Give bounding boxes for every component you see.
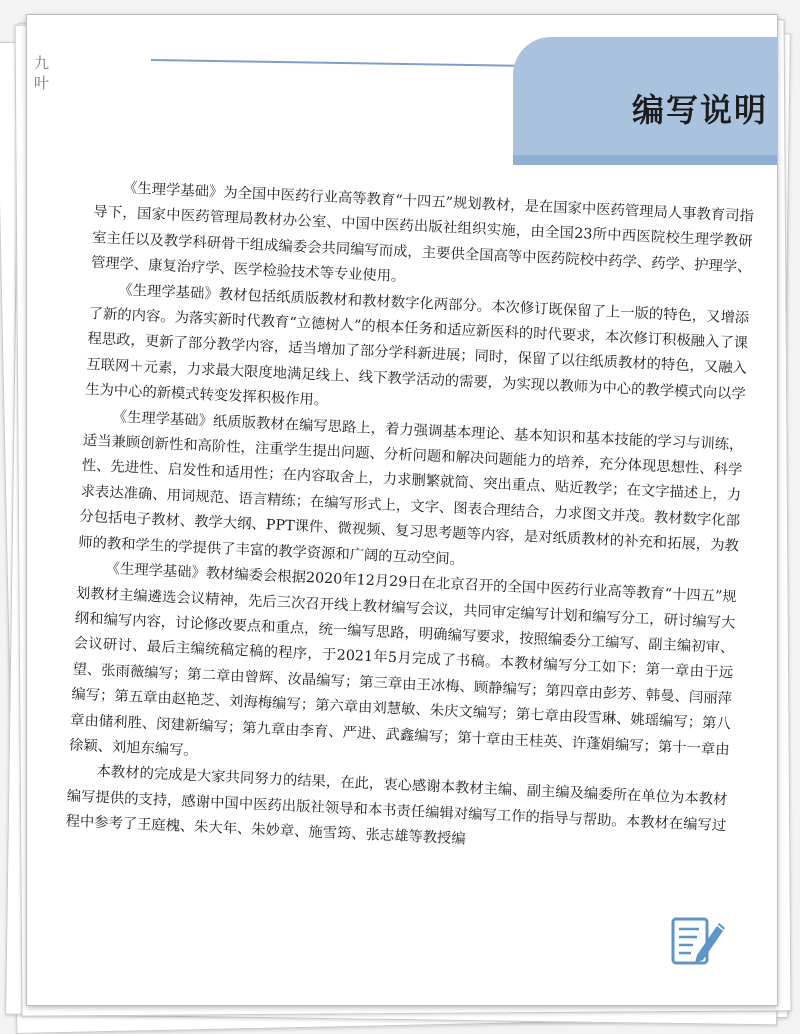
paragraph: 本教材的完成是大家共同努力的结果，在此，衷心感谢本教材主编、副主编及编委所在单位为本教材编写提供的支持，感谢中国中医药出版社领导和本书责任编辑对编写工作的指导与帮助。本教材在编写过程中参考了王庭槐、朱大年、朱妙章、施雪筠、张志雄等教授编	[65, 764, 728, 848]
paragraph: 《生理学基础》教材包括纸质版教材和教材数字化两部分。本次修订既保留了上一版的特色，又增添了新的内容。为落实新时代教育“立德树人”的根本任务和适应新医科的时代要求，本次修订积极融入了课程思政，更新了部分教学内容，适当增加了部分学科新进展；同时，保留了以往纸质教材的特色，又融入互联网＋元素，力求最大限度地满足线上、线下教学活动的需要，为实现以教师为中心的教学模式向以学生为中心的新模式转变发挥积极作用。	[84, 281, 750, 410]
previous-page-edge-text: 九 叶	[32, 55, 50, 90]
banner-bottom-bar	[513, 155, 777, 165]
header-rule	[151, 59, 541, 67]
page-title: 编写说明	[632, 91, 769, 129]
paragraph: 《生理学基础》为全国中医药行业高等教育“十四五”规划教材，是在国家中医药管理局人事教育司指导下，国家中医药管理局教材办公室、中国中医药出版社组织实施，由全国23所中西医院校生理学教研室主任以及教学科研骨干组成编委会共同编写而成，主要供全国高等中医药院校中药学、药学、护理学、管理学、康复治疗学、医学检验技术等专业使用。	[90, 180, 755, 286]
notebook-pen-icon	[667, 909, 729, 971]
paragraph: 《生理学基础》教材编委会根据2020年12月29日在北京召开的全国中医药行业高等教育“十四五”规划教材主编遴选会议精神，先后三次召开线上教材编写会议，共同审定编写计划和编写分工，研讨编写大纲和编写内容，讨论修改要点和重点，统一编写思路，明确编写要求，按照编委分工编写、副主编初审、会议研讨、最后主编统稿定稿的程序，于2021年5月完成了书稿。本教材编写分工如下：第一章由于远望、张雨薇编写；第二章由曾辉、汝晶编写；第三章由王冰梅、顾静编写；第四章由彭芳、韩曼、闫丽萍编写；第五章由赵艳芝、刘海梅编写；第六章由刘慧敏、朱庆文编写；第七章由段雪琳、姚瑶编写；第八章由储利胜、闵建新编写；第九章由李育、严进、武鑫编写；第十章由王桂英、许蓬娟编写；第十一章由徐颖、刘旭东编写。	[68, 560, 737, 760]
paragraph: 《生理学基础》纸质版教材在编写思路上，着力强调基本理论、基本知识和基本技能的学习与训练，适当兼顾创新性和高阶性，注重学生提出问题、分析问题和解决问题能力的培养，充分体现思想性、科学性、先进性、启发性和适用性；在内容取舍上，力求删繁就简、突出重点、贴近教学；在文字描述上，力求表达准确、用词规范、语言精练；在编写形式上，文字、图表合理结合，力求图文并茂。教材数字化部分包括电子教材、教学大纲、PPT课件、微视频、复习思考题等内容，是对纸质教材的补充和拓展，为教师的教和学生的学提供了丰富的教学资源和广阔的互动空间。	[77, 408, 744, 568]
body-text	[65, 175, 754, 865]
document-page	[26, 14, 778, 1006]
